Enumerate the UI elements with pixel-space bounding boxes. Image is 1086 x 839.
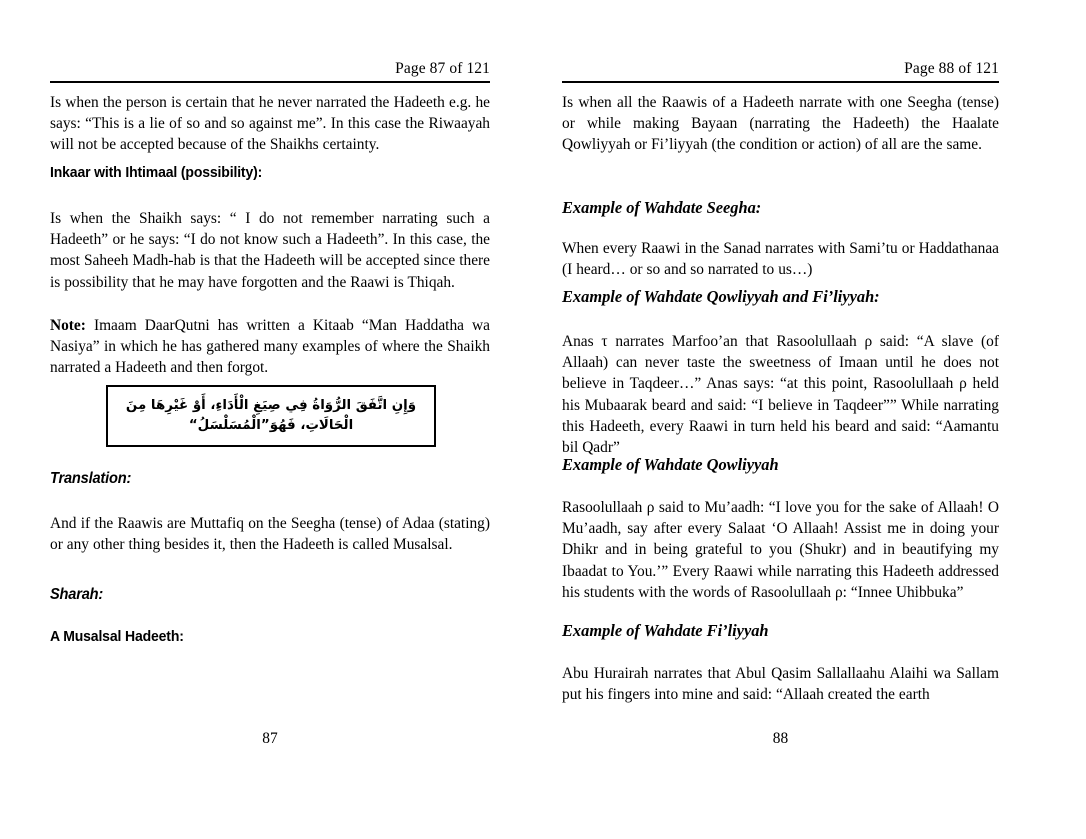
left-page-folio: 87 <box>262 730 278 747</box>
arabic-quotation-box <box>106 385 436 447</box>
note-body: Imaam DaarQutni has written a Kitaab “Man Haddatha wa Nasiya” in which he has gathered many examples of where the Shaikh narrated a Hadeeth and then forgot. <box>50 317 490 377</box>
left-paragraph-note <box>50 315 490 379</box>
arabic-quotation-text: وَإِنِ اتَّفَقَ الرُّوَاةُ فِي صِيَغِ الْأَدَاءِ، أَوْ غَيْرِهَا مِنَ الْحَالَاتِ، فَهُوَ”الْمُسَلْسَلُ“ <box>125 397 417 433</box>
heading-inkaar-with-ihtimaal: Inkaar with Ihtimaal (possibility): <box>50 165 263 181</box>
heading-translation: Translation: <box>50 470 132 487</box>
left-page-header-rule <box>50 81 490 83</box>
heading-sharah: Sharah: <box>50 586 104 603</box>
right-paragraph-wahdate-qowliyyah: Rasoolullaah ρ said to Mu’aadh: “I love you for the sake of Allaah! O Mu’aadh, say after every Salaat ‘O Allaah! Assist me in doing your Dhikr and in being grateful to you (Shukr) and in beautifying my Ibaadat to You.’” Every Raawi while narrating this Hadeeth addressed his students with the words of Rasoolullaah ρ: “Innee Uhibbuka” <box>562 499 999 601</box>
right-page-folio: 88 <box>772 730 789 747</box>
right-paragraph-wahdate-qowliyyah-filiyyah: Anas τ narrates Marfoo’an that Rasoolullaah ρ said: “A slave (of Allaah) can never taste the sweetness of Imaan until he does not believe in Taqdeer…” Anas says: “at this point, Rasoolullaah ρ held his Mubaarak beard and said: “I believe in Taqdeer”” While narrating this Hadeeth, every Raawi in turn held his beard and said: “Aamantu bil Qadr” <box>562 333 999 457</box>
right-paragraph-wahdate-filiyyah: Abu Hurairah narrates that Abul Qasim Sallallaahu Alaihi wa Sallam put his fingers into mine and said: “Allaah created the earth <box>562 665 999 704</box>
right-page-header-rule <box>562 81 999 83</box>
left-paragraph-translation: And if the Raawis are Muttafiq on the Seegha (tense) of Adaa (stating) or any other thing besides it, then the Hadeeth is called Musalsal. <box>50 515 490 554</box>
left-page-column <box>50 0 490 839</box>
heading-example-wahdate-seegha: Example of Wahdate Seegha: <box>562 198 762 217</box>
heading-example-wahdate-filiyyah: Example of Wahdate Fi’liyyah <box>562 621 769 640</box>
left-paragraph-inkaar-yaqeen: Is when the person is certain that he never narrated the Hadeeth e.g. he says: “This is a lie of so and so against me”. In this case the Riwaayah will not be accepted because of the Shaikhs certainty. <box>50 94 490 154</box>
right-page-column <box>562 0 999 839</box>
heading-a-musalsal-hadeeth: A Musalsal Hadeeth: <box>50 629 184 645</box>
left-paragraph-ihtimaal: Is when the Shaikh says: “ I do not remember narrating such a Hadeeth” or he says: “I do not know such a Hadeeth”. In this case, the most Saheeh Madh-hab is that the Hadeeth will be accepted since there is possibility that he may have forgotten and the Raawi is Thiqah. <box>50 210 490 291</box>
heading-example-wahdate-qowliyyah: Example of Wahdate Qowliyyah <box>562 455 779 474</box>
left-page-running-header: Page 87 of 121 <box>395 60 490 77</box>
right-paragraph-musalsal-definition: Is when all the Raawis of a Hadeeth narrate with one Seegha (tense) or while making Bayaan (narrating the Hadeeth) the Haalate Qowliyyah or Fi’liyyah (the condition or action) of all are the same. <box>562 94 999 154</box>
note-label: Note: <box>50 317 86 334</box>
heading-example-wahdate-qowliyyah-filiyyah: Example of Wahdate Qowliyyah and Fi’liyyah: <box>562 287 880 306</box>
right-paragraph-wahdate-seegha: When every Raawi in the Sanad narrates with Sami’tu or Haddathanaa (I heard… or so and so narrated to us…) <box>562 240 999 279</box>
right-page-running-header: Page 88 of 121 <box>904 60 999 77</box>
